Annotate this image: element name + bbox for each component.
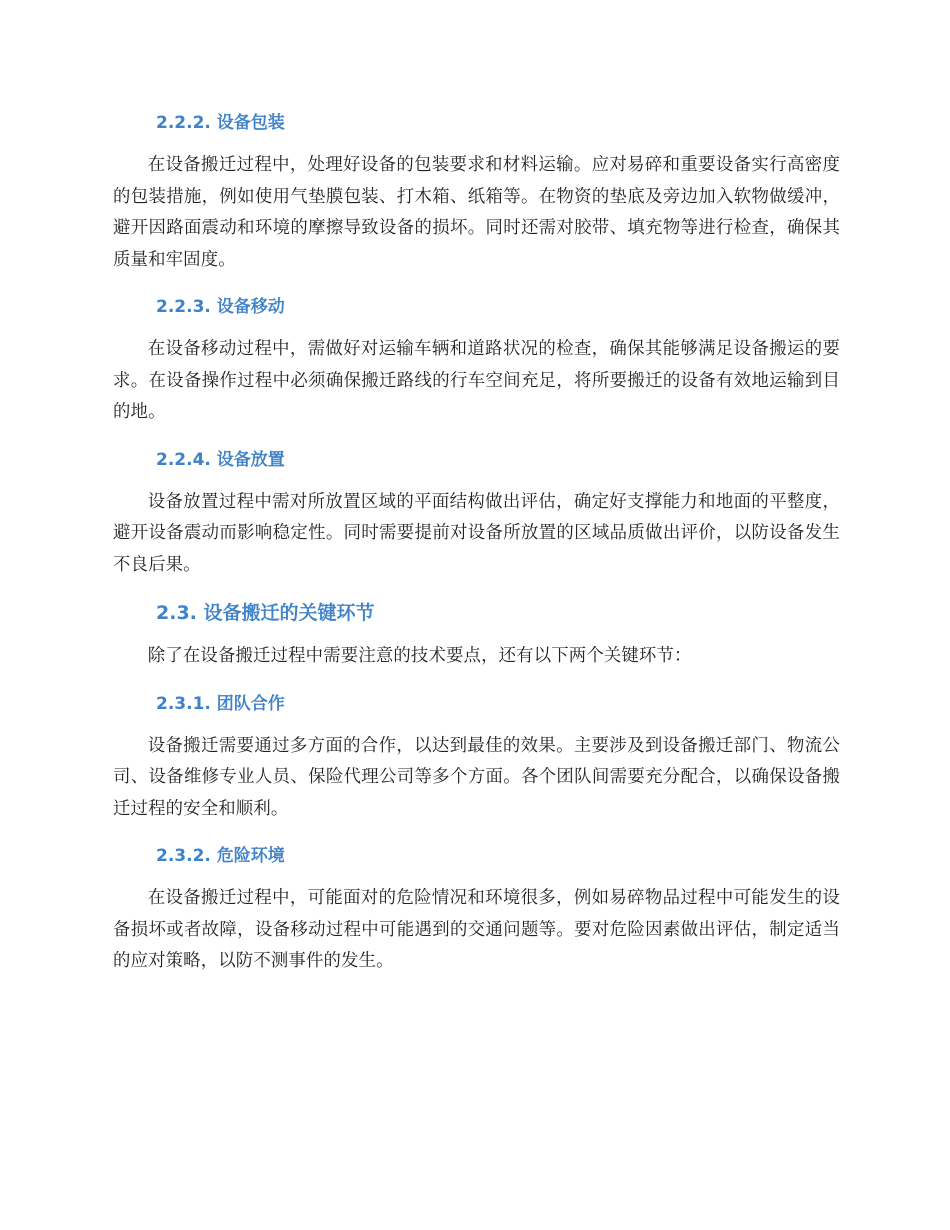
- paragraph-equipment-placement: 设备放置过程中需对所放置区域的平面结构做出评估，确定好支撑能力和地面的平整度，避开设备震动而影响稳定性。同时需要提前对设备所放置的区域品质做出评价，以防设备发生不良后果。: [113, 491, 840, 575]
- heading-2-3: 2.3. 设备搬迁的关键环节: [156, 602, 375, 624]
- heading-2-2-4: 2.2.4. 设备放置: [156, 449, 285, 470]
- heading-2-2-2: 2.2.2. 设备包装: [156, 113, 285, 133]
- paragraph-equipment-moving: 在设备移动过程中，需做好对运输车辆和道路状况的检查，确保其能够满足设备搬运的要求。在设备操作过程中必须确保搬迁路线的行车空间充足，将所要搬迁的设备有效地运输到目的地。: [113, 339, 840, 422]
- heading-2-2-3: 2.2.3. 设备移动: [156, 297, 285, 317]
- heading-2-3-2: 2.3.2. 危险环境: [156, 846, 285, 866]
- paragraph-dangerous-environment: 在设备搬迁过程中，可能面对的危险情况和环境很多，例如易碎物品过程中可能发生的设备损坏或者故障，设备移动过程中可能遇到的交通问题等。要对危险因素做出评估，制定适当的应对策略，以防不测事件的发生。: [113, 888, 840, 971]
- document-body: [113, 108, 840, 978]
- paragraph-key-links-intro: 除了在设备搬迁过程中需要注意的技术要点，还有以下两个关键环节：: [147, 646, 692, 666]
- heading-2-3-1: 2.3.1. 团队合作: [156, 693, 285, 714]
- paragraph-team-cooperation: 设备搬迁需要通过多方面的合作，以达到最佳的效果。主要涉及到设备搬迁部门、物流公司、设备维修专业人员、保险代理公司等多个方面。各个团队间需要充分配合，以确保设备搬迁过程的安全和顺利。: [113, 735, 840, 819]
- paragraph-equipment-packaging: 在设备搬迁过程中，处理好设备的包装要求和材料运输。应对易碎和重要设备实行高密度的包装措施，例如使用气垫膜包装、打木箱、纸箱等。在物资的垫底及旁边加入软物做缓冲，避开因路面震动和环境的摩擦导致设备的损坏。同时还需对胶带、填充物等进行检查，确保其质量和牢固度。: [113, 155, 840, 270]
